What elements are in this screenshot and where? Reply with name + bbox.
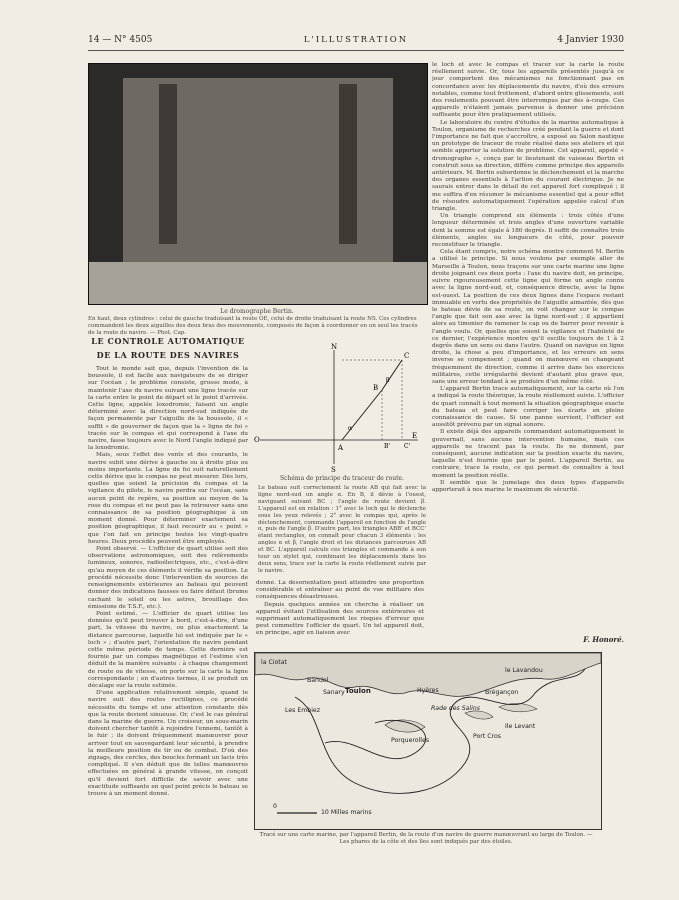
paragraph: donné. La désorientation peut atteindre une proportion considérable et entraîner au point de vue militaire des conséquences désastreuses. <box>256 580 424 601</box>
map-label: Toulon <box>345 687 371 695</box>
paragraph: Un triangle comprend six éléments : trois côtés d'une longueur déterminée et trois angles d'une ouverture variable dont la somme est égale à 180 degrés. Il suffit de connaître trois éléments, angles ou longueurs de côté, pour pouvoir reconstituer le triangle. <box>432 213 624 249</box>
label-s: S <box>331 466 336 474</box>
label-a: A <box>338 444 344 452</box>
paragraph: Mais, sous l'effet des vents et des courants, le navire subit une dérive à gauche ou à droite plus ou moins importante. La ligne de foi suit naturellement cette dérive que le compas ne peut mesurer. Dès lors, quelles que soient la précision du compas et la vigilance du pilote, le navire perdra sur l'océan, sans aucun point de repère, sa position au moyen de la rose du compas et ne peut pas la retrouver sans une connaissance de sa position géographique à un moment donné. Pour déterminer exactement sa position géographique, il faut recourir au « point » que l'on fait en principe toutes les vingt-quatre heures. Deux procédés peuvent être employés. <box>88 452 248 545</box>
header-rule <box>88 50 624 51</box>
scale-label: 10 Milles marins <box>321 809 372 816</box>
issue-date: 4 Janvier 1930 <box>557 35 624 45</box>
paragraph: Point observé. — L'officier de quart utilise soit des observations astronomiques, soit des relèvements lumineux, sonores, radioélectriques, etc., c'est-à-dire qu'au moyen de ces éléments il vérifie sa position. Le procédé nécessite donc l'intervention de sources de renseignements extérieures au bateau qui peuvent donner des indications fausses ou faire défaut (brume cachant le soleil ou les astres, brouillage des émissions de T.S.F., etc.). <box>88 546 248 610</box>
paragraph: Point estimé. — L'officier de quart utilise les données qu'il peut trouver à bord, c'est-à-dire, d'une part, la vitesse du navire, ou plus exactement la distance parcourue, laquelle lui est indiquée par le « loch » ; d'autre part, l'orientation du navire pendant cette même période de temps. Cette dernière est fournie par un compas magnétique et l'estime s'en déduit de la manière suivante : à chaque changement de route ou de vitesse, on porte sur la carte la ligne correspondante ; en d'autres termes, il se produit un décalage sur la route estimée. <box>88 610 248 689</box>
label-alpha: α <box>348 425 353 432</box>
label-e: E <box>412 432 418 440</box>
segment-ab <box>342 390 382 440</box>
map-label: Ile Levant <box>505 723 536 730</box>
photo-column-left <box>159 84 177 244</box>
map-label: Sanary <box>323 689 345 696</box>
map-label: Bandol <box>307 677 329 684</box>
paragraph: Il semble que le jumelage des deux types d'appareils apporterait à nos marins le maximum de sécurité. <box>432 479 624 493</box>
paragraph: Le laboratoire du centre d'études de la marine automatique à Toulon, organisme de recherches créé pendant la guerre et dont l'importance ne fait que s'accroître, a exposé au Salon nautique un prototype de traceur de route réalisé dans ses ateliers et qui semble apporter la solution de problème. Cet appareil, appelé « dromographe », conçu par le lieutenant de vaisseau Bertin et construit sous sa direction, diffère comme principe des appareils antérieurs. M. Bertin subordonne le déclenchement et la marche des organes essentiels à l'action du courant électrique. Je ne saurais entrer dans le détail de cet appareil fort compliqué ; il me suffira d'en résumer le mécanisme essentiel qui a pour effet de résoudre automatiquement l'opération appelée calcul d'un triangle. <box>432 119 624 213</box>
paragraph: le loch et avec le compas et tracer sur la carte la route réellement suivie. Or, tous les appareils présentés jusqu'à ce jour comportent des mécanismes ne fonctionnant pas en concordance avec les déplacements du navire, d'où des erreurs notables, comme tout frottement, d'abord entre glissements, soit des roulements pouvant être interrompus par des à-coups. Ces appareils n'étaient jamais parvenus à donner une précision suffisante pour être pratiquement utilisés. <box>432 62 624 119</box>
label-beta: β <box>386 377 390 384</box>
photo-caption: En haut, deux cylindres : celui de gauche traduisant la route OE, celui de droite traduisant la route NS. Ces cylindres commandent les deux aiguilles des deux bras des mouvements, composés de façon à coordonner en un seul les tracés de la route du navire. — Phot. Cap. <box>88 316 418 336</box>
paragraph: Cela étant compris, notre schéma montre comment M. Bertin a utilisé le principe. Si nous voulons par exemple aller de Marseille à Toulon, nous traçons sur une carte marine une ligne droite joignant ces deux ports : l'axe du navire doit, en principe, suivre rigoureusement cette ligne qui forme un angle connu avec la ligne nord-sud, et, conséquence directe, avec la ligne est-ouest. La position de ces deux lignes dans l'espace restant immuable en vertu des propriétés de l'aiguille aimantée, dès que le bateau dévie de sa route, on voit changer sur le compas l'angle que fait son axe avec la ligne nord-sud ; il appartient alors au timonier de ramener le cap ou de barrer pour revenir à l'angle voulu. Or, quelles que soient la vigilance et l'habileté de ce dernier, l'expérience montre qu'il oscille toujours de 1 à 2 degrés dans un sens ou dans l'autre. Quand on navigue en ligne droite, la chose a peu d'importance, et les erreurs en sens inverse se compensent ; quand on manœuvre en changeant fréquemment de direction, comme il arrive dans les exercices militaires, cette irrégularité devient d'autant plus grave que, sans une erreur tendant à se produire d'un même côté. <box>432 249 624 385</box>
route-tracer-diagram <box>252 342 424 474</box>
map-label: Hyères <box>417 687 439 694</box>
article-column-3 <box>432 62 624 632</box>
author-signature: F. Honoré. <box>583 635 624 644</box>
scale-zero: 0 <box>273 803 277 810</box>
diagram-title: Schéma de principe du traceur de route. <box>280 475 404 482</box>
island-port-cros <box>465 711 493 719</box>
label-c: C <box>404 352 410 360</box>
photo-title: Le dromographe Bertin. <box>220 308 294 315</box>
map-label: Port Cros <box>473 733 501 740</box>
label-b-prime: B' <box>384 443 391 450</box>
map-label: Brégançon <box>485 689 519 696</box>
photo-floor <box>89 262 427 304</box>
label-o: O <box>254 436 260 444</box>
paragraph: D'une application relativement simple, quand le navire suit des routes rectilignes, ce procédé nécessite du temps et une attention constante dès que la route devient sinueuse. Or, c'est le cas général dans la marine de guerre. Un croiseur, un sous-marin doivent chercher tantôt à rejoindre l'ennemi, tantôt à le fuir ; ils doivent fréquemment manœuvrer pour arriver tout en sauvegardant leur sécurité, à prendre la meilleure position de tir ou de combat. D'où des zigzags, des cercles, des boucles formant un lacis très compliqué. Il s'en déduit que de telles manœuvres effectuées en général à grande vitesse, on conçoit qu'il devient fort difficile de savoir avec une exactitude suffisante en quel point précis le bateau se trouve à un moment donné. <box>88 690 248 797</box>
article-title-line1: LE CONTROLE AUTOMATIQUE <box>91 336 245 346</box>
route-map <box>254 652 602 830</box>
masthead: L'ILLUSTRATION <box>303 35 409 45</box>
label-b: B <box>373 384 379 392</box>
article-column-1 <box>88 366 248 878</box>
paragraph: Depuis quelques années on cherche à réaliser un appareil évitant l'utilisation des sources extérieures et supprimant automatiquement les risques d'erreur que peut commettre l'officier de quart. Un tel appareil doit, en principe, agir en liaison avec <box>256 601 424 637</box>
label-c-prime: C' <box>404 443 411 450</box>
paragraph: Il existe déjà des appareils commandant automatiquement le gouvernail, sans aucune intervention humaine, mais ces appareils ne tracent pas la route. Ils ne donnent, par conséquent, aucune indication sur la position exacte du navire, laquelle n'est fournie que par le point. L'appareil Bertin, au contraire, trace la route, ce qui permet de connaître à tout moment la position réelle. <box>432 429 624 479</box>
map-caption: Tracé sur une carte marine, par l'appareil Bertin, de la route d'un navire de guerre manœuvrant au large de Toulon. — Les phares de la côte et des îles sont indiqués par des étoiles. <box>259 832 593 845</box>
label-n: N <box>331 343 338 351</box>
page-number: 14 — N° 4505 <box>88 35 153 45</box>
article-column-2 <box>256 580 424 650</box>
photo-column-right <box>339 84 357 244</box>
article-title-line2: DE LA ROUTE DES NAVIRES <box>96 350 240 360</box>
dromographe-photo <box>88 63 428 305</box>
map-label: Les Embiez <box>285 707 320 714</box>
map-label: la Ciotat <box>261 659 287 666</box>
map-label: le Lavandou <box>505 667 543 674</box>
page-header <box>88 35 624 49</box>
paragraph: Tout le monde sait que, depuis l'invention de la boussole, il est facile aux navigateurs de se diriger sur l'océan ; le problème consiste, grosso modo, à maintenir l'axe du navire suivant une ligne tracée sur la carte entre le point de départ et le point d'arrivée. Cette ligne, appelée loxodromie, faisant un angle déterminé avec la direction nord-sud indiquée de façon permanente par l'aiguille de la boussole, il « suffit » de gouverner de façon que la « ligne de foi » tracée sur le compas et qui correspond à l'axe du navire, fasse toujours avec le Nord l'angle indiqué par la loxodromie. <box>88 366 248 452</box>
segment-bc <box>382 360 402 390</box>
diagram-caption: Le bateau suit correctement la route AB qui fait avec la ligne nord-sud un angle α. En B, il dévie à l'ouest, naviguant suivant BC ; l'angle de route devient β. L'appareil est en relation : 1° avec le loch qui le déclenche sous les yeux relevés ; 2° avec le compas qui, après le déclenchement, commande l'appareil en fonction de l'angle α, puis de l'angle β. D'autre part, les triangles ABB' et BCC' étant rectangles, on connaît pour chacun 3 éléments : les angles α et β, l'angle droit et les distances parcourues AB et BC. L'appareil calcule ces triangles et commande à son tour un stylet qui, combinant les déplacements dans les deux sens, trace sur la carte la route réellement suivie par le navire. <box>258 485 426 574</box>
map-label: Porquerolles <box>391 737 430 744</box>
map-label: Rade des Salins <box>431 705 481 712</box>
paragraph: L'appareil Bertin trace automatiquement, sur la carte où l'on a indiqué la route théorique, la route réellement suivie. L'officier de quart connaît à tout moment la situation géographique exacte du bateau et peut faire corriger les écarts en pleine connaissance de cause. Si une panne survient, l'officier est aussitôt prévenu par un signal sonore. <box>432 386 624 429</box>
